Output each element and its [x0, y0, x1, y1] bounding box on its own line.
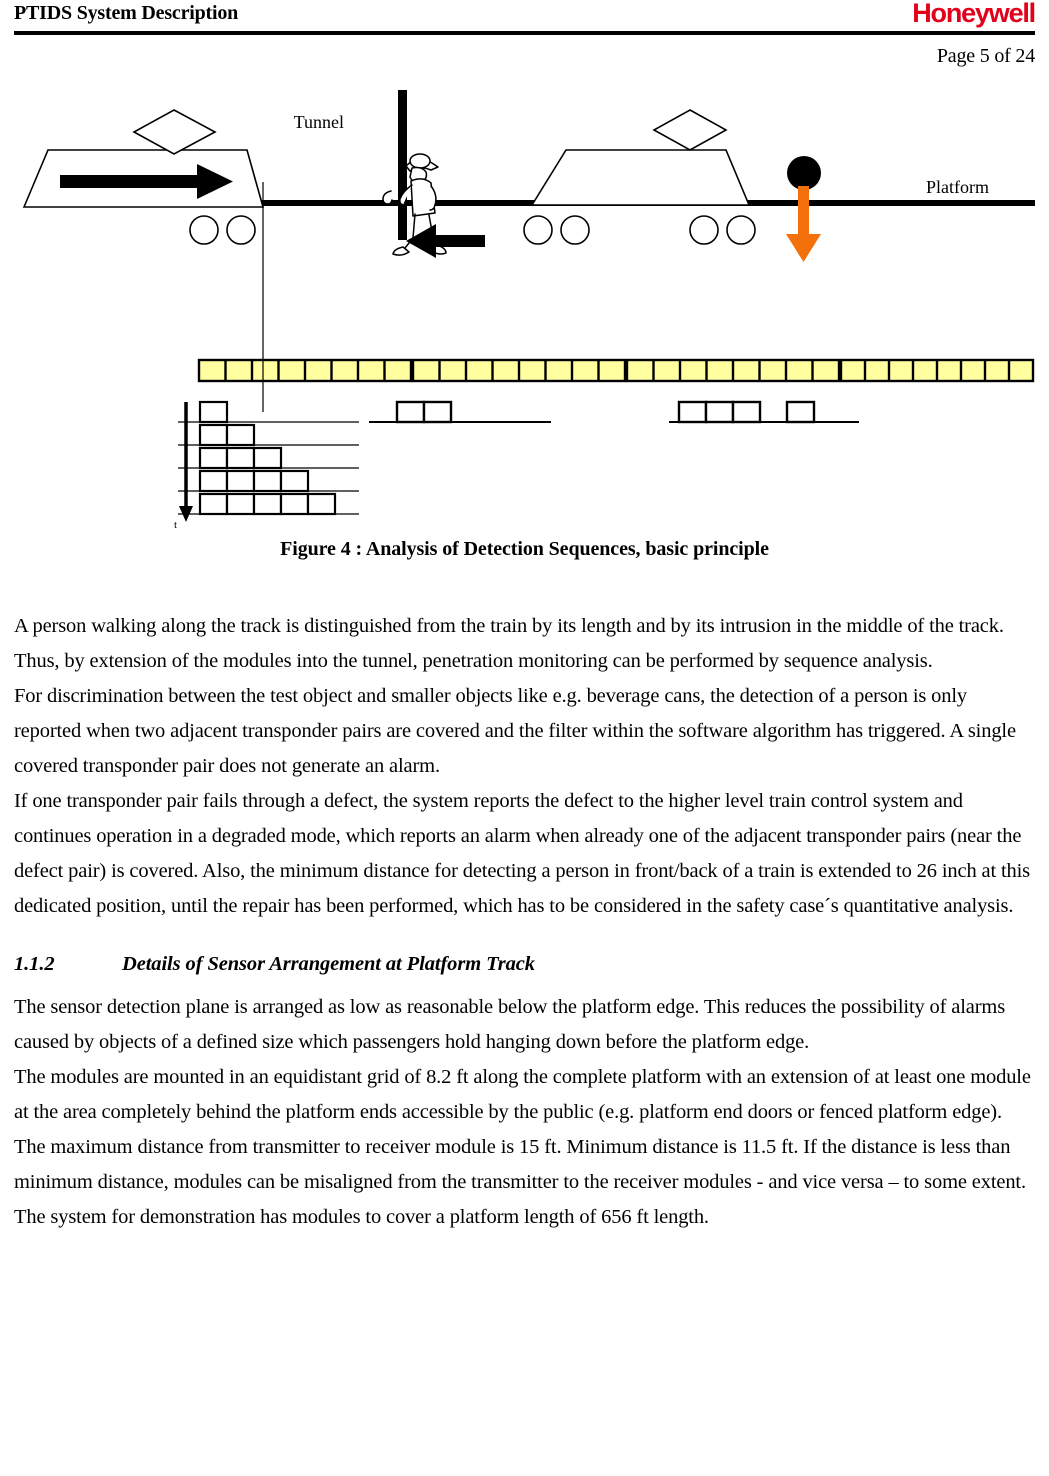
- body-text: [14, 609, 1035, 924]
- train-wheel: [524, 216, 552, 244]
- time-axis-label: t: [174, 519, 178, 531]
- train-car-right-pantograph: [654, 110, 726, 150]
- module-group-2: [413, 360, 625, 381]
- sequence-staircase: [178, 402, 359, 514]
- train-car-right: [524, 110, 755, 244]
- train-wheel: [690, 216, 718, 244]
- sensor-module-strip: [199, 360, 1033, 381]
- section-number: 1.1.2: [14, 953, 55, 975]
- detection-pattern-person: [369, 402, 551, 422]
- section-heading: [14, 953, 1035, 976]
- time-axis: [174, 402, 193, 531]
- paragraph: A person walking along the track is distinguished from the train by its length and by its intrusion in the middle of the track. Thus, by extension of the modules into the tunnel, penetration monitoring can be performed by sequence analysis.: [14, 615, 1004, 672]
- train-car-right-body: [532, 150, 749, 205]
- platform-label: Platform: [926, 177, 989, 197]
- module-group-1: [199, 360, 411, 381]
- train-wheel: [727, 216, 755, 244]
- page-header: [14, 0, 1035, 34]
- figure-4-diagram: [14, 82, 1035, 531]
- section-body: [14, 990, 1035, 1235]
- staircase-row-2: [200, 425, 254, 445]
- paragraph: If one transponder pair fails through a defect, the system reports the defect to the higher level train control system and continues operation in a degraded mode, which reports an alarm when already one of the adjacent transponder pairs (near the defect pair) is covered. Also, the minimum distance for detecting a person in front/back of a train is extended to 26 inch at this dedicated position, until the repair has been performed, which has to be considered in the safety case´s quantitative analysis.: [14, 790, 1031, 917]
- paragraph: The sensor detection plane is arranged as low as reasonable below the platform edge. This reduces the possibility of alarms caused by objects of a defined size which passengers hold hanging down before the platform edge.: [14, 996, 1006, 1053]
- staircase-row-3: [200, 448, 281, 468]
- tunnel-label: Tunnel: [293, 112, 344, 132]
- page-number: Page 5 of 24: [936, 45, 1035, 67]
- train-car-left: [24, 110, 263, 244]
- module-group-3: [627, 360, 839, 381]
- train-wheel: [227, 216, 255, 244]
- detection-pattern-object: [669, 402, 859, 422]
- falling-arrow-head: [786, 234, 821, 262]
- module-group-4: [841, 360, 1033, 381]
- falling-ball-icon: [787, 156, 821, 190]
- train-wheel: [561, 216, 589, 244]
- tunnel-wall: [398, 90, 407, 240]
- section-title: Details of Sensor Arrangement at Platform Track: [122, 953, 535, 975]
- paragraph: The system for demonstration has modules to cover a platform length of 656 ft length.: [14, 1206, 709, 1228]
- honeywell-logo: Honeywell: [912, 0, 1035, 28]
- train-car-left-pantograph: [134, 110, 215, 154]
- staircase-row-1: [200, 402, 227, 422]
- paragraph: For discrimination between the test object and smaller objects like e.g. beverage cans, the detection of a person is only reported when two adjacent transponder pairs are covered and the filter within the software algorithm has triggered. A single covered transponder pair does not generate an alarm.: [14, 685, 1016, 777]
- document-title: PTIDS System Description: [14, 2, 239, 24]
- falling-arrow-shaft: [798, 186, 809, 241]
- figure-caption: Figure 4 : Analysis of Detection Sequences, basic principle: [280, 538, 769, 560]
- paragraph: The maximum distance from transmitter to receiver module is 15 ft. Minimum distance is 11.5 ft. If the distance is less than minimum distance, modules can be misaligned from the transmitter to the receiver modules - and vice versa – to some extent.: [14, 1136, 1026, 1193]
- falling-object-indicator: [786, 156, 821, 262]
- paragraph: The modules are mounted in an equidistant grid of 8.2 ft along the complete platform with an extension of at least one module at the area completely behind the platform ends accessible by the public (e.g. platform end doors or fenced platform edge).: [14, 1066, 1031, 1123]
- staircase-row-4: [200, 471, 308, 491]
- header-divider: [14, 31, 1035, 35]
- staircase-row-5: [200, 494, 335, 514]
- train-wheel: [190, 216, 218, 244]
